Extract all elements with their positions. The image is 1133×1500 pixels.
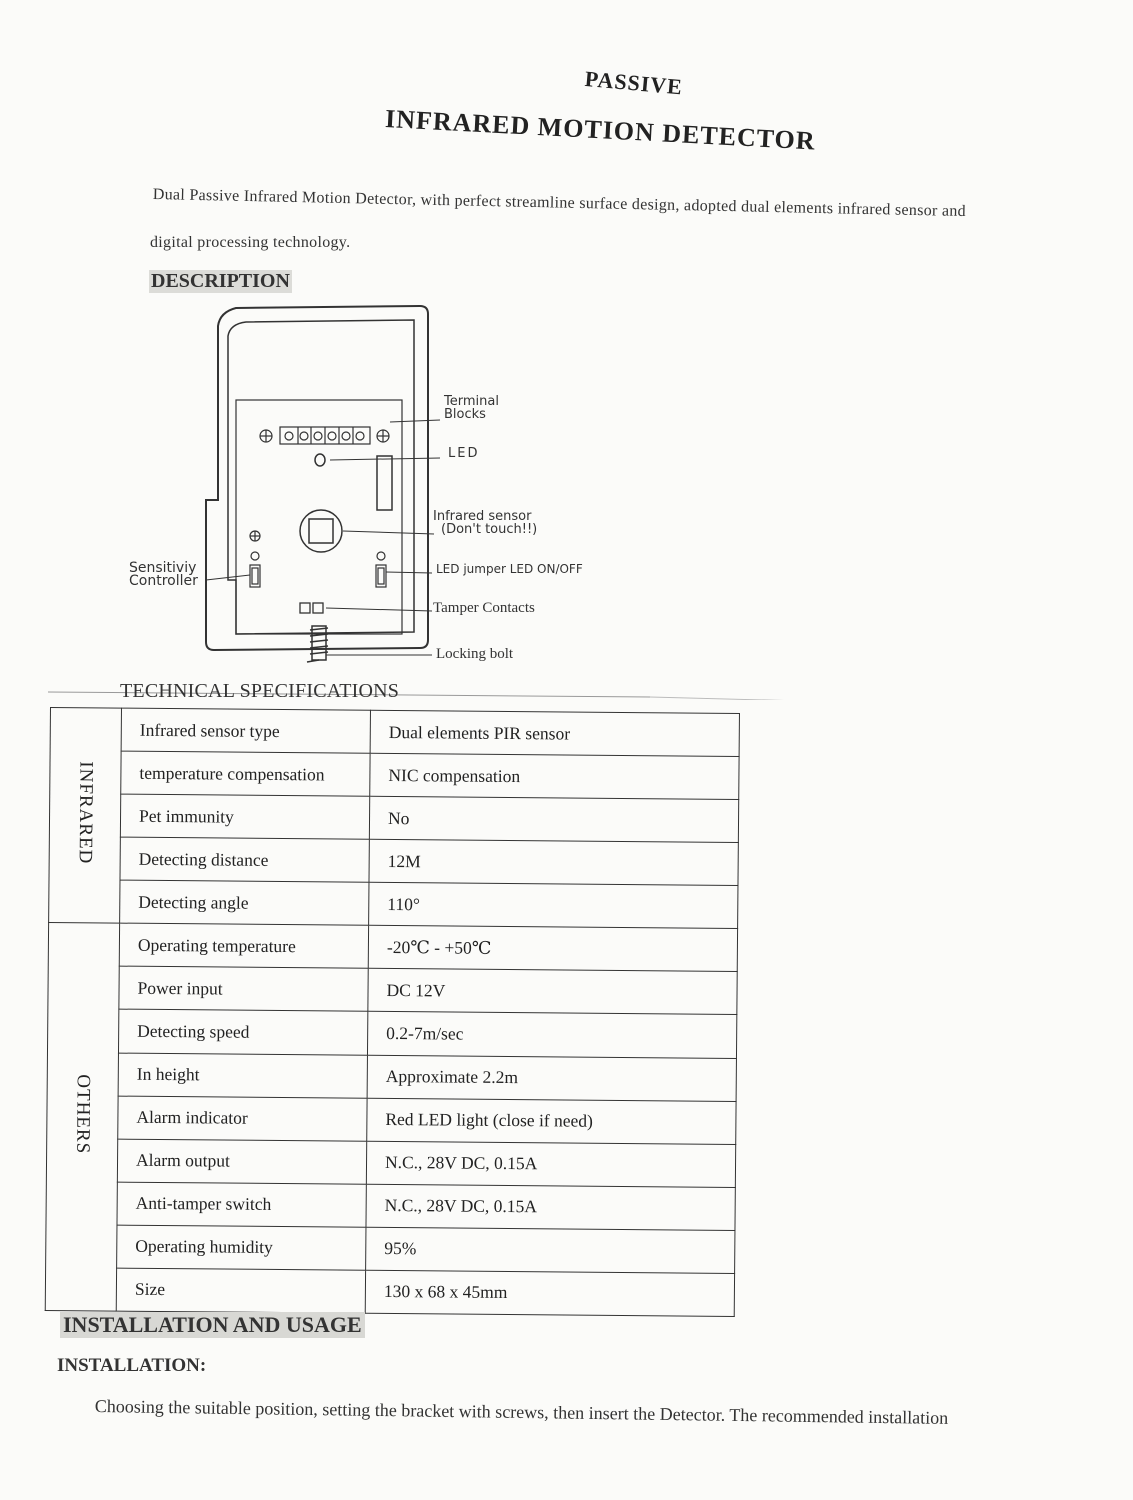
callout-led-jumper: LED jumper LED ON/OFF bbox=[436, 562, 583, 576]
spec-param: Infrared sensor type bbox=[121, 708, 370, 753]
spec-value: No bbox=[369, 796, 738, 842]
spec-value: NIC compensation bbox=[370, 753, 739, 799]
device-diagram bbox=[0, 0, 1133, 700]
callout-locking-bolt: Locking bolt bbox=[436, 646, 514, 662]
spec-value: DC 12V bbox=[368, 969, 737, 1015]
group-infrared-label: INFRARED bbox=[74, 761, 97, 865]
spec-value: N.C., 28V DC, 0.15A bbox=[366, 1141, 735, 1187]
table-row bbox=[49, 880, 738, 929]
table-row bbox=[49, 837, 738, 886]
terminal-block bbox=[260, 427, 389, 444]
specs-heading: TECHNICAL SPECIFICATIONS bbox=[120, 680, 400, 702]
callout-terminal-line-1: Terminal bbox=[444, 394, 499, 409]
spec-param: temperature compensation bbox=[121, 751, 370, 796]
table-row bbox=[48, 923, 737, 972]
table-row bbox=[46, 1181, 735, 1230]
spec-param: Anti-tamper switch bbox=[117, 1182, 366, 1227]
spec-value: 130 x 68 x 45mm bbox=[365, 1270, 734, 1316]
spec-value: -20℃ - +50℃ bbox=[368, 926, 737, 972]
spec-param: Detecting distance bbox=[120, 837, 369, 882]
led-jumper bbox=[376, 552, 386, 587]
specs-table bbox=[45, 707, 740, 1317]
group-infrared bbox=[49, 708, 122, 924]
group-others bbox=[45, 923, 119, 1311]
table-row bbox=[46, 1138, 735, 1187]
spec-value: Dual elements PIR sensor bbox=[370, 710, 739, 756]
led-component bbox=[315, 454, 392, 510]
table-row bbox=[47, 1095, 736, 1144]
table-row bbox=[47, 1009, 736, 1058]
callout-infrared-sensor bbox=[433, 510, 537, 536]
installation-subheading: INSTALLATION: bbox=[57, 1355, 207, 1376]
callout-sensitivity-line-1: Sensitiviy bbox=[129, 560, 197, 576]
spec-param: Power input bbox=[119, 966, 368, 1011]
device-housing bbox=[206, 306, 428, 650]
description-heading: DESCRIPTION bbox=[151, 270, 290, 292]
title-line-2: INFRARED MOTION DETECTOR bbox=[384, 104, 817, 156]
spec-value: 0.2-7m/sec bbox=[367, 1012, 736, 1058]
table-row bbox=[47, 1052, 736, 1101]
intro-line-1: Dual Passive Infrared Motion Detector, with perfect streamline surface design, adopted dual elements infrared sensor and bbox=[152, 186, 967, 221]
callout-sensitivity-controller bbox=[129, 562, 198, 588]
callout-led: LED bbox=[448, 446, 480, 461]
table-row bbox=[45, 1267, 734, 1316]
callout-sensor-line-2: (Don't touch!!) bbox=[441, 522, 538, 537]
spec-value: Red LED light (close if need) bbox=[367, 1098, 736, 1144]
installation-heading: INSTALLATION AND USAGE bbox=[60, 1312, 365, 1338]
table-row bbox=[48, 966, 737, 1015]
infrared-sensor bbox=[300, 510, 342, 552]
spec-value: 12M bbox=[369, 839, 738, 885]
spec-param: Alarm indicator bbox=[118, 1096, 367, 1141]
callout-sensitivity-line-2: Controller bbox=[129, 573, 198, 589]
callout-tamper-contacts: Tamper Contacts bbox=[433, 600, 535, 616]
title-line-1: PASSIVE bbox=[583, 66, 684, 100]
spec-value: 95% bbox=[366, 1227, 735, 1273]
intro-line-2: digital processing technology. bbox=[150, 234, 351, 251]
spec-param: Size bbox=[116, 1268, 365, 1313]
table-row bbox=[50, 751, 739, 800]
group-others-label: OTHERS bbox=[72, 1074, 94, 1155]
locking-bolt bbox=[307, 626, 328, 662]
spec-value: N.C., 28V DC, 0.15A bbox=[366, 1184, 735, 1230]
spec-param: Alarm output bbox=[117, 1139, 366, 1184]
spec-param: Operating temperature bbox=[119, 923, 368, 968]
spec-param: Detecting speed bbox=[118, 1010, 367, 1055]
installation-text: Choosing the suitable position, setting the bracket with screws, then insert the Detector. The recommended installation bbox=[94, 1396, 949, 1428]
tamper-contacts bbox=[300, 603, 323, 613]
spec-param: Operating humidity bbox=[117, 1225, 366, 1270]
spec-value: Approximate 2.2m bbox=[367, 1055, 736, 1101]
spec-value: 110° bbox=[369, 883, 738, 929]
callout-sensor-line-1: Infrared sensor bbox=[433, 509, 532, 524]
callout-terminal-line-2: Blocks bbox=[444, 407, 486, 422]
spec-param: In height bbox=[118, 1053, 367, 1098]
table-row bbox=[49, 794, 738, 843]
table-row bbox=[50, 708, 739, 757]
spec-param: Pet immunity bbox=[120, 794, 369, 839]
spec-param: Detecting angle bbox=[120, 880, 369, 925]
sensitivity-controller bbox=[250, 531, 260, 587]
table-row bbox=[46, 1224, 735, 1273]
callout-terminal-blocks bbox=[444, 395, 499, 421]
